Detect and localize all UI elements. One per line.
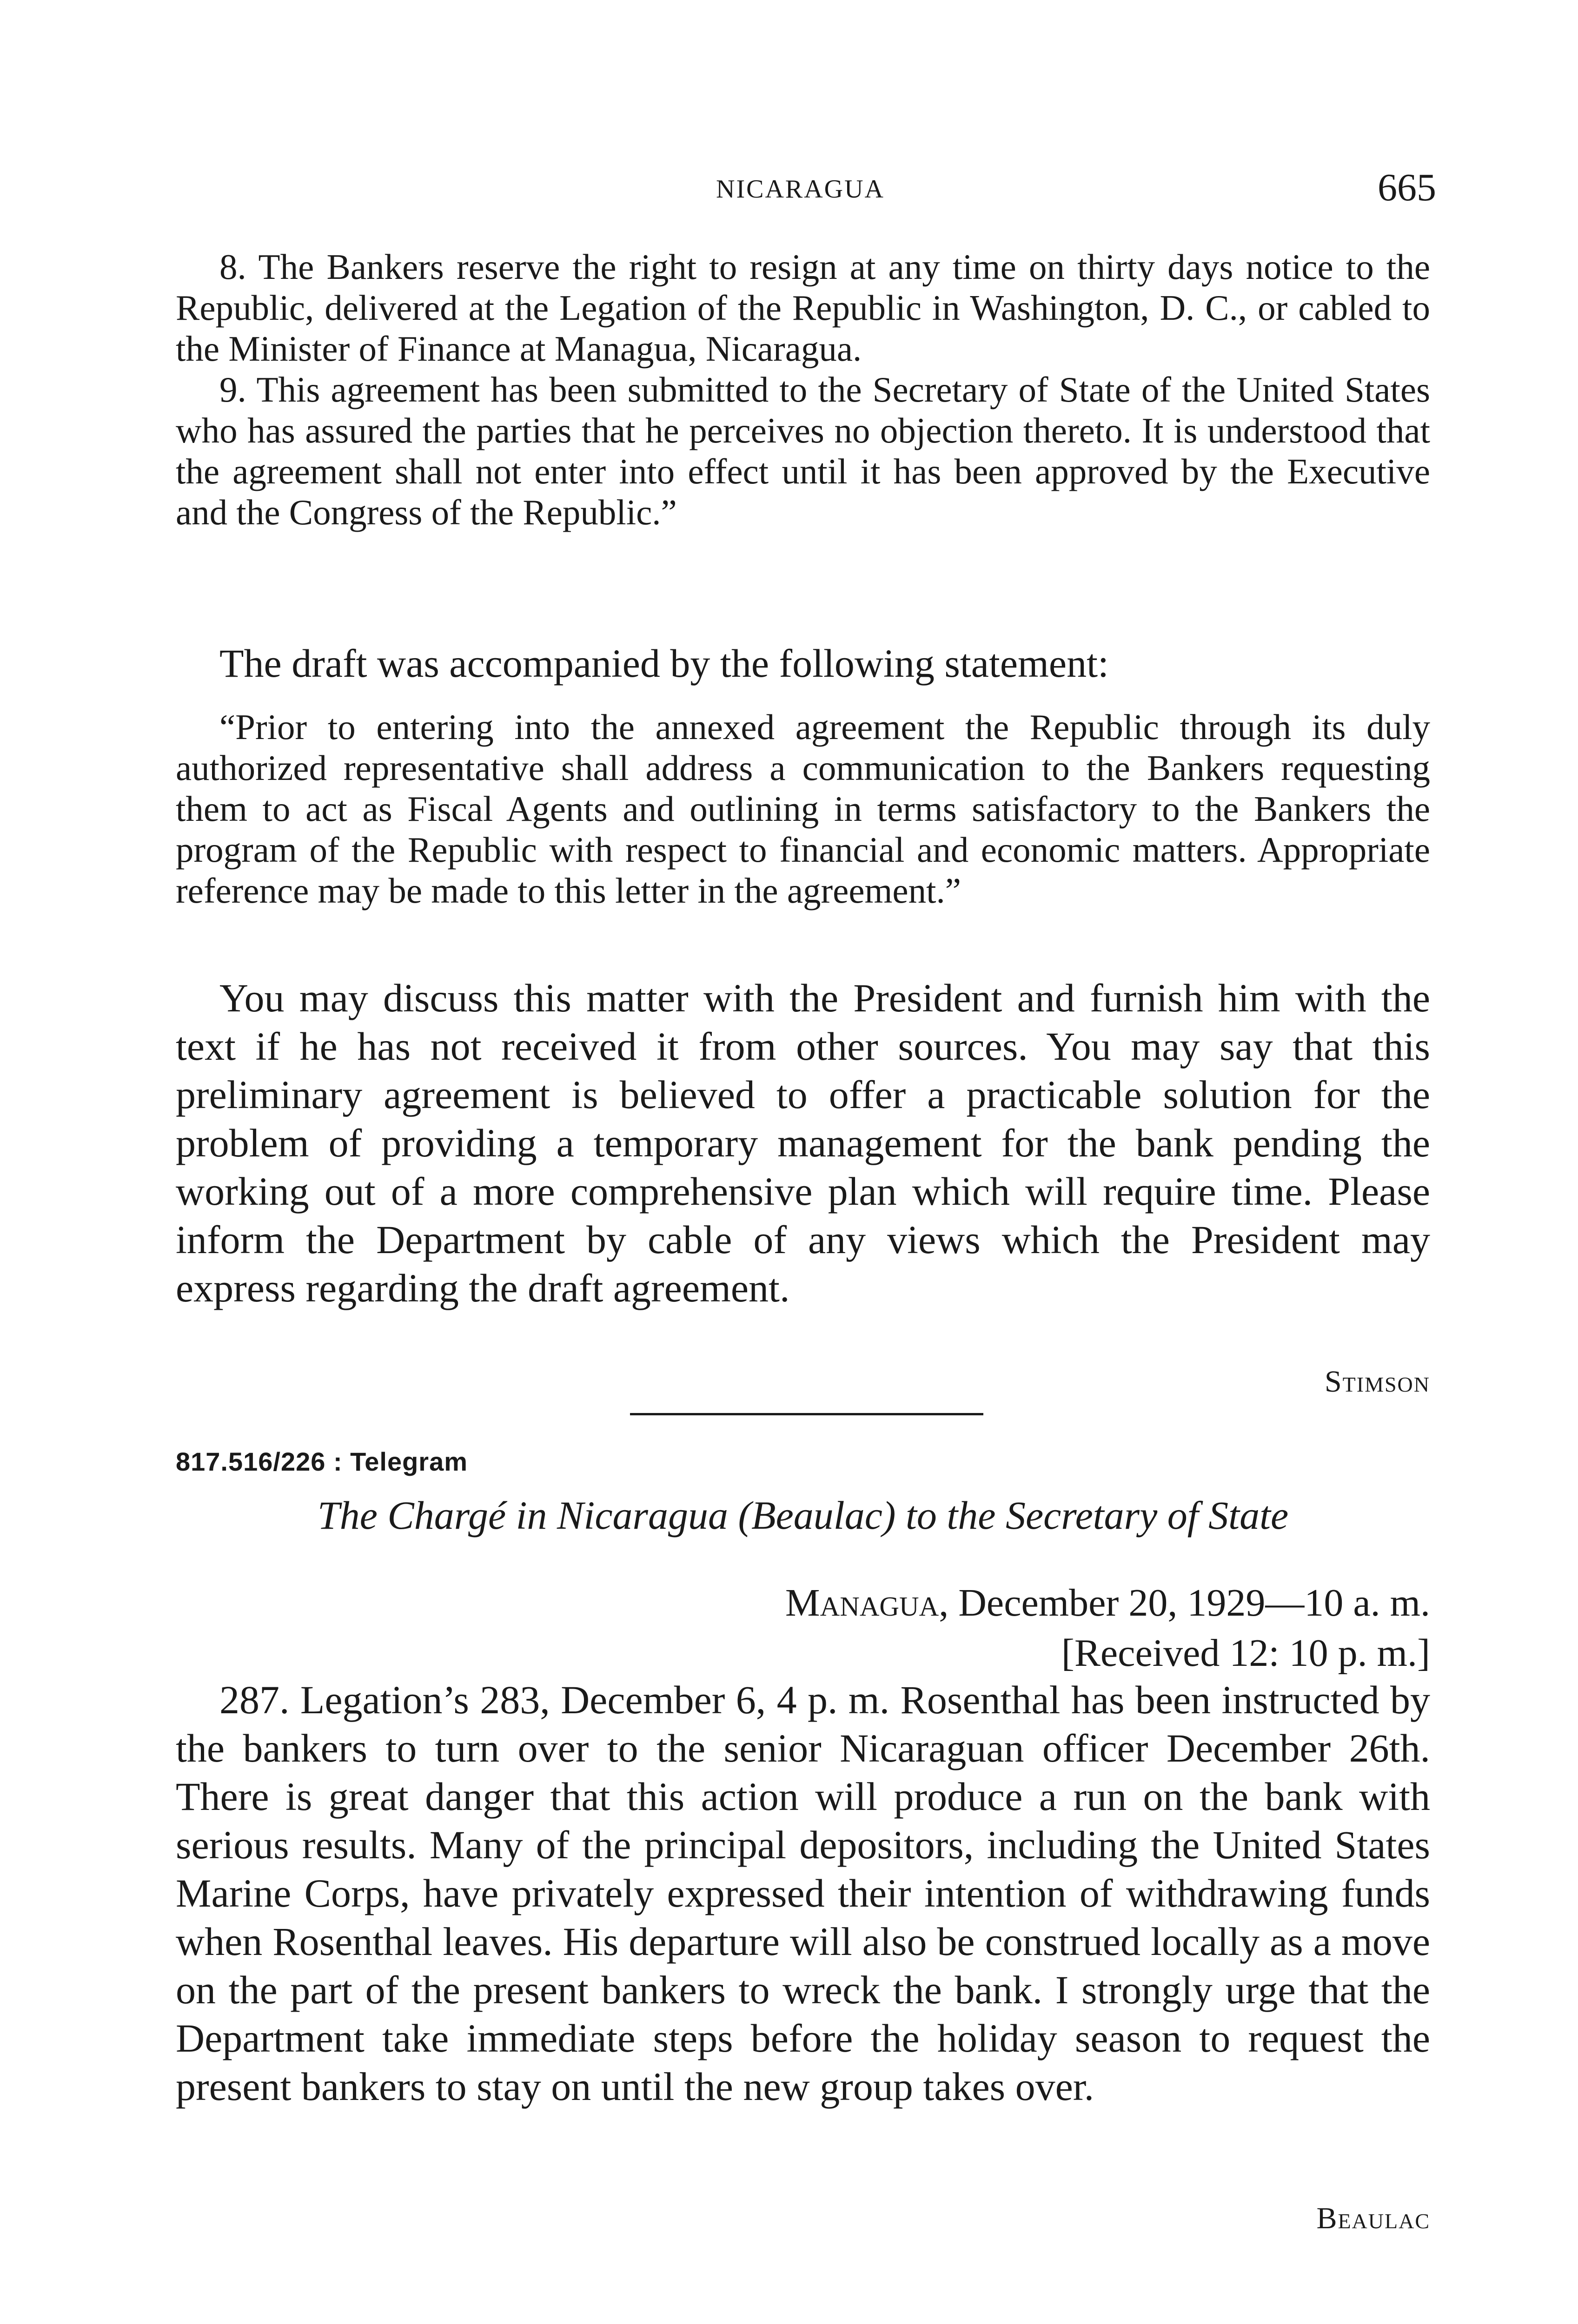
statement-intro-block (176, 639, 1430, 687)
dateline-date: , December 20, 1929—10 a. m. (939, 1581, 1430, 1624)
agreement-article-9: 9. This agreement has been submitted to the Secretary of State of the United States who has assured the parties that he perceives no objection thereto. It is understood that the agreement shall not enter into effect until it has been approved by the Executive and the Congress of the Republic.” (176, 370, 1430, 532)
file-reference: 817.516/226 : Telegram (176, 1447, 468, 1476)
instruction-block (176, 974, 1430, 1312)
dateline (785, 1578, 1430, 1678)
statement-quote-block (176, 706, 1430, 911)
section-divider (630, 1413, 983, 1415)
page-number: 665 (1378, 166, 1436, 209)
agreement-article-8: 8. The Bankers reserve the right to resign at any time on thirty days notice to the Republic, delivered at the Legation of the Republic in Washington, D. C., or cabled to the Minister of Finance at Managua, Nicaragua. (176, 247, 1430, 369)
telegram-body: 287. Legation’s 283, December 6, 4 p. m. Rosenthal has been instructed by the bankers to turn over to the senior Nicaraguan officer December 26th. There is great danger that this action will produce a run on the bank with serious results. Many of the principal depositors, including the United States Marine Corps, have privately expressed their intention of withdrawing funds when Rosenthal leaves. His departure will also be construed locally as a move on the part of the present bankers to wreck the bank. I strongly urge that the Department take immediate steps before the holiday season to request the present bankers to stay on until the new group takes over. (176, 1677, 1430, 2109)
dateline-place: Managua (785, 1581, 939, 1624)
received-time: [Received 12: 10 p. m.] (1061, 1631, 1430, 1675)
document-title: The Chargé in Nicaragua (Beaulac) to the Secretary of State (317, 1493, 1289, 1538)
signature-beaulac: Beaulac (1316, 2201, 1430, 2235)
dateline-line (785, 1578, 1430, 1628)
signature-stimson: Stimson (1324, 1365, 1430, 1399)
statement-quote: “Prior to entering into the annexed agreement the Republic through its duly authorized representative shall address a communication to the Bankers requesting them to act as Fiscal Agents and outlining in terms satisfactory to the Bankers the program of the Republic with respect to financial and economic matters. Appropriate reference may be made to this letter in the agreement.” (176, 707, 1430, 911)
statement-intro: The draft was accompanied by the following statement: (219, 641, 1109, 686)
agreement-articles (176, 246, 1430, 533)
instruction-paragraph: You may discuss this matter with the President and furnish him with the text if he has not received it from other sources. You may say that this preliminary agreement is believed to offer a practicable solution for the problem of providing a temporary management for the bank pending the working out of a more comprehensive plan which will require time. Please inform the Department by cable of any views which the President may express regarding the draft agreement. (176, 976, 1430, 1310)
telegram-body-block (176, 1676, 1430, 2111)
running-head: NICARAGUA (716, 175, 885, 204)
